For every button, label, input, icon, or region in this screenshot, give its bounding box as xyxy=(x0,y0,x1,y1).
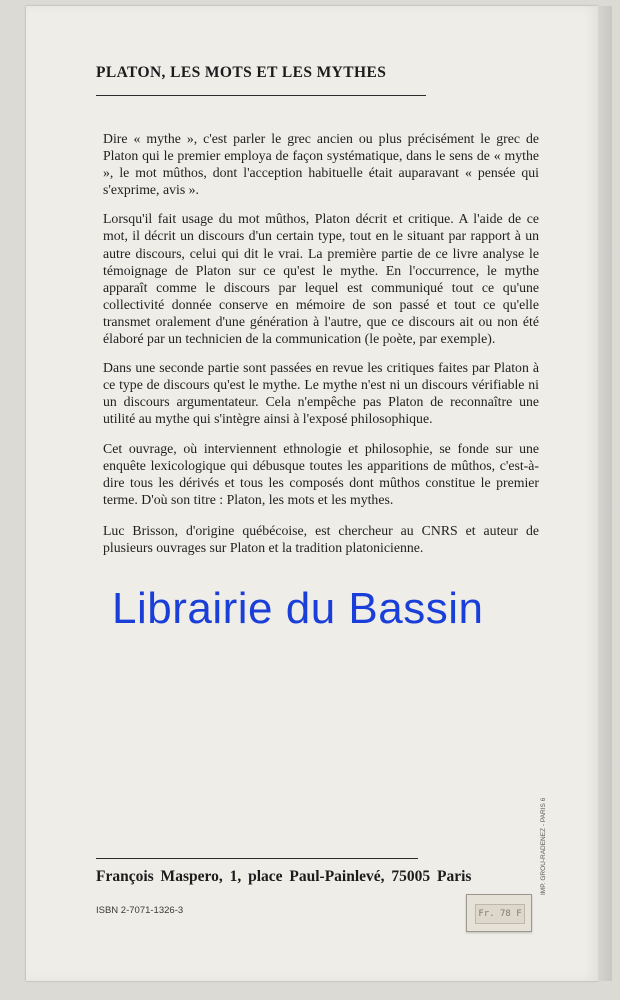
bookseller-watermark: Librairie du Bassin xyxy=(112,584,484,633)
book-title: PLATON, LES MOTS ET LES MYTHES xyxy=(96,64,387,81)
paragraph-1: Dire « mythe », c'est parler le grec ancien ou plus précisément le grec de Platon qui le premier employa de façon systématique, dans le sens de « mythe », le mot mûthos, dont l'acception habituelle était auparavant « pensée qui s'exprime, avis ». xyxy=(103,131,539,198)
price-sticker xyxy=(466,894,532,932)
paragraph-2: Lorsqu'il fait usage du mot mûthos, Platon décrit et critique. A l'aide de ce mot, il décrit un discours d'un certain type, tout en le situant par rapport à un autre discours, celui qui dit le vrai. La première partie de ce livre analyse le témoignage de Platon sur ce qu'est le mythe. En l'occurrence, le mythe apparaît comme le discours par lequel est communiqué tout ce qu'une collectivité donnée conserve en mémoire de son passé et tout ce qu'elle transmet oralement d'une génération à l'autre, que ce discours ait ou non été élaboré par un technicien de la communication (le poète, par exemple). xyxy=(103,211,539,347)
author-note: Luc Brisson, d'origine québécoise, est chercheur au CNRS et auteur de plusieurs ouvrages sur Platon et la tradition platonicienne. xyxy=(103,522,539,555)
isbn: ISBN 2-7071-1326-3 xyxy=(96,905,184,916)
cover-edge xyxy=(598,6,612,981)
publisher-address: François Maspero, 1, place Paul-Painlevé, 75005 Paris xyxy=(96,868,472,885)
price-sticker-label: Fr. 78 F xyxy=(475,904,525,924)
printer-imprint: IMP. GROU-RADENEZ - PARIS 6 xyxy=(540,797,547,895)
paragraph-4: Cet ouvrage, où interviennent ethnologie et philosophie, se fonde sur une enquête lexicologique qui débusque toutes les apparitions de mûthos, c'est-à-dire tous les dérivés et tous les composés dont mûthos constitue le premier terme. D'où son titre : Platon, les mots et les mythes. xyxy=(103,440,539,507)
paragraph-3: Dans une seconde partie sont passées en revue les critiques faites par Platon à ce type de discours qu'est le mythe. Le mythe n'est ni un discours vérifiable ni un discours argumentateur. Cela n'empêche pas Platon de reconnaître une utilité au mythe qui s'intègre ainsi à l'exposé philosophique. xyxy=(103,360,539,427)
title-rule xyxy=(96,95,426,96)
blurb xyxy=(103,130,539,568)
publisher-rule xyxy=(96,858,418,859)
